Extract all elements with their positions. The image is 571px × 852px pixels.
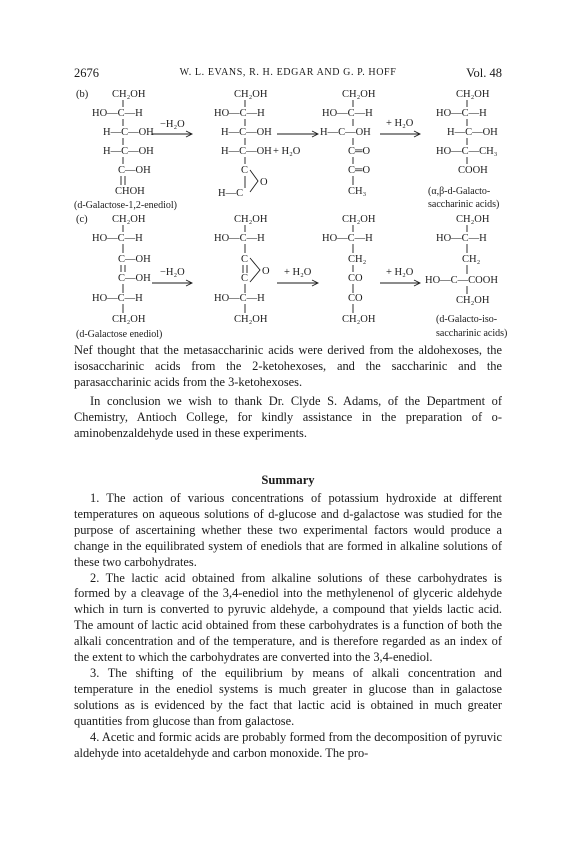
svg-text:CO: CO xyxy=(348,273,363,284)
svg-text:HO—C—H: HO—C—H xyxy=(436,108,487,119)
svg-text:O: O xyxy=(260,177,268,188)
scheme-b-plus-water-2: + H₂O xyxy=(386,118,414,129)
svg-text:CH₂OH: CH₂OH xyxy=(342,89,376,100)
scheme-b-structure-2 xyxy=(214,89,301,199)
svg-text:CH₂OH: CH₂OH xyxy=(342,314,376,325)
svg-text:C: C xyxy=(241,165,249,176)
svg-text:HO—C—COOH: HO—C—COOH xyxy=(425,275,498,286)
svg-text:CH₂OH: CH₂OH xyxy=(234,89,268,100)
summary-item-1: 1. The action of various concentrations of potassium hydroxide at different temperatures on aqueous solutions of d-glucose and d-galactose was studied for the purpose of ascertaining whether these two experimental factors would produce a change in the equilibrated system of enediols that are formed in alkaline solutions of these two carbohydrates. xyxy=(74,491,502,569)
svg-text:CH₂: CH₂ xyxy=(348,254,367,265)
scheme-b-arrow-3 xyxy=(380,131,420,137)
scheme-c-structure-4 xyxy=(425,214,498,306)
svg-text:H—C—OH: H—C—OH xyxy=(221,127,272,138)
svg-text:C—OH: C—OH xyxy=(118,165,151,176)
scheme-c-structure-3 xyxy=(322,214,376,325)
svg-text:CHOH: CHOH xyxy=(115,186,145,197)
svg-text:HO—C—H: HO—C—H xyxy=(322,108,373,119)
svg-text:HO—C—H: HO—C—H xyxy=(214,108,265,119)
svg-text:HO—C—H: HO—C—H xyxy=(92,233,143,244)
svg-text:COOH: COOH xyxy=(458,165,488,176)
svg-text:H—C—OH: H—C—OH xyxy=(320,127,371,138)
svg-text:C═O: C═O xyxy=(348,165,371,176)
summary-item-3: 3. The shifting of the equilibrium by means of alkali concentration and temperature in the enediol systems is much greater in glucose than in galactose solutions as is evidenced by the fact that lactic acid is obtained in much greater quantities from glucose than from galactose. xyxy=(74,665,502,728)
scheme-c-plus-water-1: + H₂O xyxy=(284,267,312,278)
summary-item-2: 2. The lactic acid obtained from alkaline solutions of these carbohydrates is formed by a cleavage of the 3,4-enediol into the methylenenol of glyceric aldehyde which in turn is converted to pyruvic aldehyde, a compound that yields lactic acid. The amount of lactic acid obtained from these carbohydrates is a function of both the alkali concentration and of the temperature, and is therefore regarded as an index of the extent to which the carbohydrates are converted into the 3,4-enediol. xyxy=(74,570,502,665)
svg-text:CH₂OH: CH₂OH xyxy=(456,214,490,225)
scheme-c-structure-1 xyxy=(92,214,151,325)
scheme-b-caption-left: (d-Galactose-1,2-enediol) xyxy=(74,200,178,211)
scheme-b-arrow-1 xyxy=(152,131,192,137)
svg-text:HO—C—H: HO—C—H xyxy=(214,233,265,244)
scheme-c-arrow-1 xyxy=(152,280,192,286)
svg-text:C═O: C═O xyxy=(348,146,371,157)
scheme-b-structure-3 xyxy=(320,89,376,197)
svg-text:CH₂OH: CH₂OH xyxy=(112,214,146,225)
page-number: 2676 xyxy=(74,66,99,80)
svg-text:HO—C—H: HO—C—H xyxy=(92,108,143,119)
scheme-c-caption-left: (d-Galactose enediol) xyxy=(76,329,163,340)
scheme-b-structure-4 xyxy=(436,89,498,176)
svg-text:HO—C—H: HO—C—H xyxy=(322,233,373,244)
svg-text:CH₂OH: CH₂OH xyxy=(234,214,268,225)
scheme-b-caption-right-2: saccharinic acids) xyxy=(428,199,500,210)
summary-item-4: 4. Acetic and formic acids are probably formed from the decomposition of pyruvic aldehyde into acetaldehyde and carbon monoxide. The pro- xyxy=(74,729,502,760)
scheme-c-caption-right-2: saccharinic acids) xyxy=(436,328,508,339)
scheme-b-reagent-1: −H₂O xyxy=(160,119,185,130)
svg-text:CH₂OH: CH₂OH xyxy=(342,214,376,225)
scheme-b-label: (b) xyxy=(76,89,89,100)
svg-text:CH₂OH: CH₂OH xyxy=(456,89,490,100)
svg-text:C—OH: C—OH xyxy=(118,273,151,284)
scheme-c-reagent-1: −H₂O xyxy=(160,267,185,278)
svg-text:CH₂OH: CH₂OH xyxy=(234,314,268,325)
svg-text:CH₂OH: CH₂OH xyxy=(112,314,146,325)
svg-text:H—C: H—C xyxy=(218,188,244,199)
svg-text:H—C—OH: H—C—OH xyxy=(447,127,498,138)
svg-text:C—OH: C—OH xyxy=(118,254,151,265)
scheme-b-structure-1 xyxy=(92,89,154,197)
running-authors: W. L. EVANS, R. H. EDGAR AND G. P. HOFF xyxy=(179,67,397,78)
scheme-c-plus-water-2: + H₂O xyxy=(386,267,414,278)
running-header xyxy=(74,66,502,82)
paragraph-nef: Nef thought that the metasaccharinic acids were derived from the aldohexoses, the isosaccharinic acids from the 2-ketohexoses, and the saccharinic and the parasaccharinic acids from the 3-ketohexoses. xyxy=(74,343,502,389)
scheme-b-arrow-2 xyxy=(277,131,318,137)
scheme-c-arrow-3 xyxy=(380,280,420,286)
scheme-b-caption-right-1: (α,β-d-Galacto- xyxy=(428,186,491,197)
svg-text:CO: CO xyxy=(348,293,363,304)
svg-text:CH₂OH: CH₂OH xyxy=(112,89,146,100)
paragraph-acknowledgement: In conclusion we wish to thank Dr. Clyde S. Adams, of the Department of Chemistry, Antioch College, for kindly assistance in the preparation of o-aminobenzaldehyde used in these experiments. xyxy=(74,393,502,440)
scheme-c-structure-2 xyxy=(214,214,270,325)
svg-text:HO—C—CH₃: HO—C—CH₃ xyxy=(436,146,498,157)
svg-text:CH₂OH: CH₂OH xyxy=(456,295,490,306)
svg-text:CH₂: CH₂ xyxy=(462,254,481,265)
svg-text:HO—C—H: HO—C—H xyxy=(214,293,265,304)
volume-label: Vol. 48 xyxy=(466,66,502,80)
scheme-b-plus-water-1: + H₂O xyxy=(273,146,301,157)
scheme-c-caption-right-1: (d-Galacto-iso- xyxy=(436,314,498,325)
svg-text:H—C—OH: H—C—OH xyxy=(103,127,154,138)
svg-text:HO—C—H: HO—C—H xyxy=(436,233,487,244)
svg-text:H—C—OH: H—C—OH xyxy=(221,146,272,157)
reaction-schemes-figure xyxy=(0,84,571,360)
svg-text:O: O xyxy=(262,266,270,277)
scheme-c-arrow-2 xyxy=(277,280,318,286)
body-paragraphs xyxy=(74,343,502,441)
summary-list xyxy=(74,491,502,761)
svg-text:C: C xyxy=(241,254,249,265)
svg-text:HO—C—H: HO—C—H xyxy=(92,293,143,304)
svg-text:CH₃: CH₃ xyxy=(348,186,367,197)
scheme-c-label: (c) xyxy=(76,214,88,225)
summary-heading: Summary xyxy=(261,473,315,487)
svg-text:H—C—OH: H—C—OH xyxy=(103,146,154,157)
svg-text:C: C xyxy=(241,273,249,284)
